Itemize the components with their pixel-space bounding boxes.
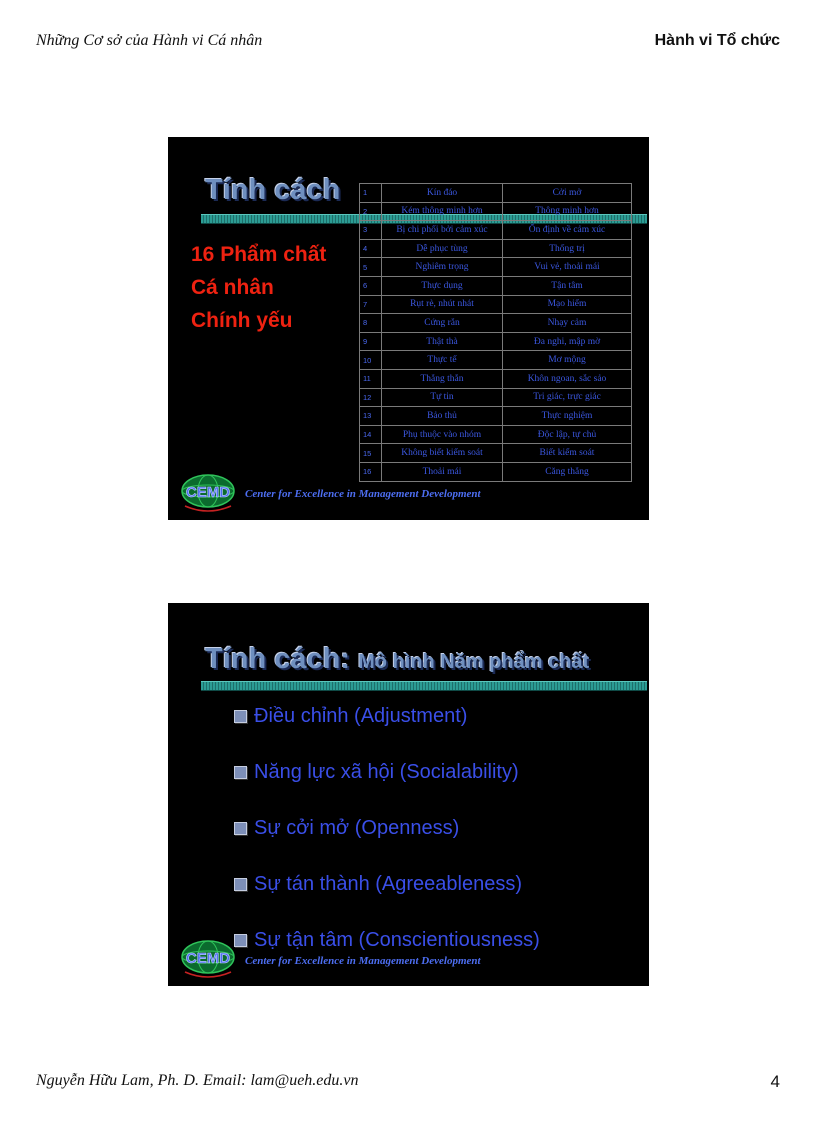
trait-low-pole: Nghiêm trọng	[382, 258, 503, 277]
subtitle-line: Chính yếu	[191, 309, 293, 332]
trait-high-pole: Tri giác, trực giác	[503, 388, 632, 407]
trait-number: 11	[360, 369, 382, 388]
trait-number: 3	[360, 221, 382, 240]
subtitle-line: 16 Phẩm chất	[191, 243, 327, 266]
bullet-text: Sự cởi mở (Openness)	[254, 816, 460, 839]
trait-row	[360, 425, 632, 444]
trait-number: 7	[360, 295, 382, 314]
square-bullet-icon	[234, 878, 247, 891]
trait-row	[360, 407, 632, 426]
header-course-title: Hành vi Tổ chức	[654, 32, 780, 49]
slide-title: Tính cách	[205, 174, 341, 206]
trait-row	[360, 295, 632, 314]
trait-high-pole: Biết kiểm soát	[503, 444, 632, 463]
slide-personality-16-traits	[168, 137, 649, 520]
trait-row	[360, 258, 632, 277]
logo-letters: CEMD	[185, 950, 231, 967]
traits-table	[359, 183, 632, 482]
square-bullet-icon	[234, 710, 247, 723]
trait-high-pole: Độc lập, tự chủ	[503, 425, 632, 444]
trait-high-pole: Khôn ngoan, sắc sảo	[503, 369, 632, 388]
center-name: Center for Excellence in Management Development	[245, 955, 481, 967]
title-main: Tính cách:	[205, 643, 359, 675]
page-number: 4	[770, 1072, 780, 1091]
trait-number: 4	[360, 239, 382, 258]
bullet-item	[234, 800, 540, 856]
bullet-text: Năng lực xã hội (Socialability)	[254, 760, 519, 783]
trait-row	[360, 332, 632, 351]
trait-low-pole: Thật thà	[382, 332, 503, 351]
trait-row	[360, 239, 632, 258]
trait-row	[360, 184, 632, 203]
trait-low-pole: Kém thông minh hơn	[382, 202, 503, 221]
subtitle-line: Cá nhân	[191, 276, 274, 299]
trait-high-pole: Đa nghi, mập mờ	[503, 332, 632, 351]
logo-letters: CEMD	[185, 484, 231, 501]
trait-row	[360, 462, 632, 481]
trait-row	[360, 351, 632, 370]
cemd-logo	[179, 472, 237, 514]
trait-high-pole: Mơ mộng	[503, 351, 632, 370]
trait-high-pole: Ổn định về cảm xúc	[503, 221, 632, 240]
trait-high-pole: Nhạy cảm	[503, 314, 632, 333]
trait-low-pole: Kín đáo	[382, 184, 503, 203]
trait-high-pole: Thông minh hơn	[503, 202, 632, 221]
slide-title	[205, 643, 589, 676]
trait-low-pole: Rụt rè, nhút nhát	[382, 295, 503, 314]
trait-high-pole: Tận tâm	[503, 276, 632, 295]
trait-row	[360, 388, 632, 407]
trait-row	[360, 221, 632, 240]
cemd-logo	[179, 938, 237, 980]
trait-low-pole: Tự tin	[382, 388, 503, 407]
trait-number: 9	[360, 332, 382, 351]
square-bullet-icon	[234, 766, 247, 779]
center-name: Center for Excellence in Management Development	[245, 488, 481, 500]
trait-number: 15	[360, 444, 382, 463]
footer-author: Nguyễn Hữu Lam, Ph. D. Email: lam@ueh.edu.vn	[36, 1072, 359, 1089]
trait-low-pole: Thực tế	[382, 351, 503, 370]
trait-row	[360, 276, 632, 295]
trait-high-pole: Vui vẻ, thoải mái	[503, 258, 632, 277]
trait-row	[360, 202, 632, 221]
trait-low-pole: Bảo thủ	[382, 407, 503, 426]
trait-number: 14	[360, 425, 382, 444]
trait-low-pole: Thoải mái	[382, 462, 503, 481]
trait-high-pole: Mạo hiểm	[503, 295, 632, 314]
slide-big-five-model	[168, 603, 649, 986]
slide-subtitle	[191, 238, 326, 337]
bullet-item	[234, 856, 540, 912]
trait-number: 8	[360, 314, 382, 333]
trait-low-pole: Thực dụng	[382, 276, 503, 295]
trait-row	[360, 314, 632, 333]
trait-number: 5	[360, 258, 382, 277]
trait-high-pole: Thực nghiệm	[503, 407, 632, 426]
trait-number: 12	[360, 388, 382, 407]
title-sub: Mô hình Năm phẩm chất	[358, 651, 590, 673]
bullet-text: Sự tán thành (Agreeableness)	[254, 872, 522, 895]
trait-low-pole: Thẳng thắn	[382, 369, 503, 388]
bullet-list	[234, 688, 540, 968]
trait-number: 1	[360, 184, 382, 203]
trait-low-pole: Dễ phục tùng	[382, 239, 503, 258]
trait-row	[360, 444, 632, 463]
trait-low-pole: Cứng rắn	[382, 314, 503, 333]
trait-number: 16	[360, 462, 382, 481]
bullet-text: Điều chỉnh (Adjustment)	[254, 704, 468, 727]
trait-number: 6	[360, 276, 382, 295]
square-bullet-icon	[234, 822, 247, 835]
trait-high-pole: Cởi mở	[503, 184, 632, 203]
bullet-text: Sự tận tâm (Conscientiousness)	[254, 928, 540, 951]
bullet-item	[234, 744, 540, 800]
trait-low-pole: Không biết kiểm soát	[382, 444, 503, 463]
bullet-item	[234, 688, 540, 744]
trait-number: 2	[360, 202, 382, 221]
trait-low-pole: Bị chi phối bởi cảm xúc	[382, 221, 503, 240]
trait-row	[360, 369, 632, 388]
trait-number: 13	[360, 407, 382, 426]
trait-high-pole: Căng thẳng	[503, 462, 632, 481]
trait-number: 10	[360, 351, 382, 370]
header-doc-title: Những Cơ sở của Hành vi Cá nhân	[36, 32, 263, 49]
trait-low-pole: Phụ thuộc vào nhóm	[382, 425, 503, 444]
trait-high-pole: Thống trị	[503, 239, 632, 258]
